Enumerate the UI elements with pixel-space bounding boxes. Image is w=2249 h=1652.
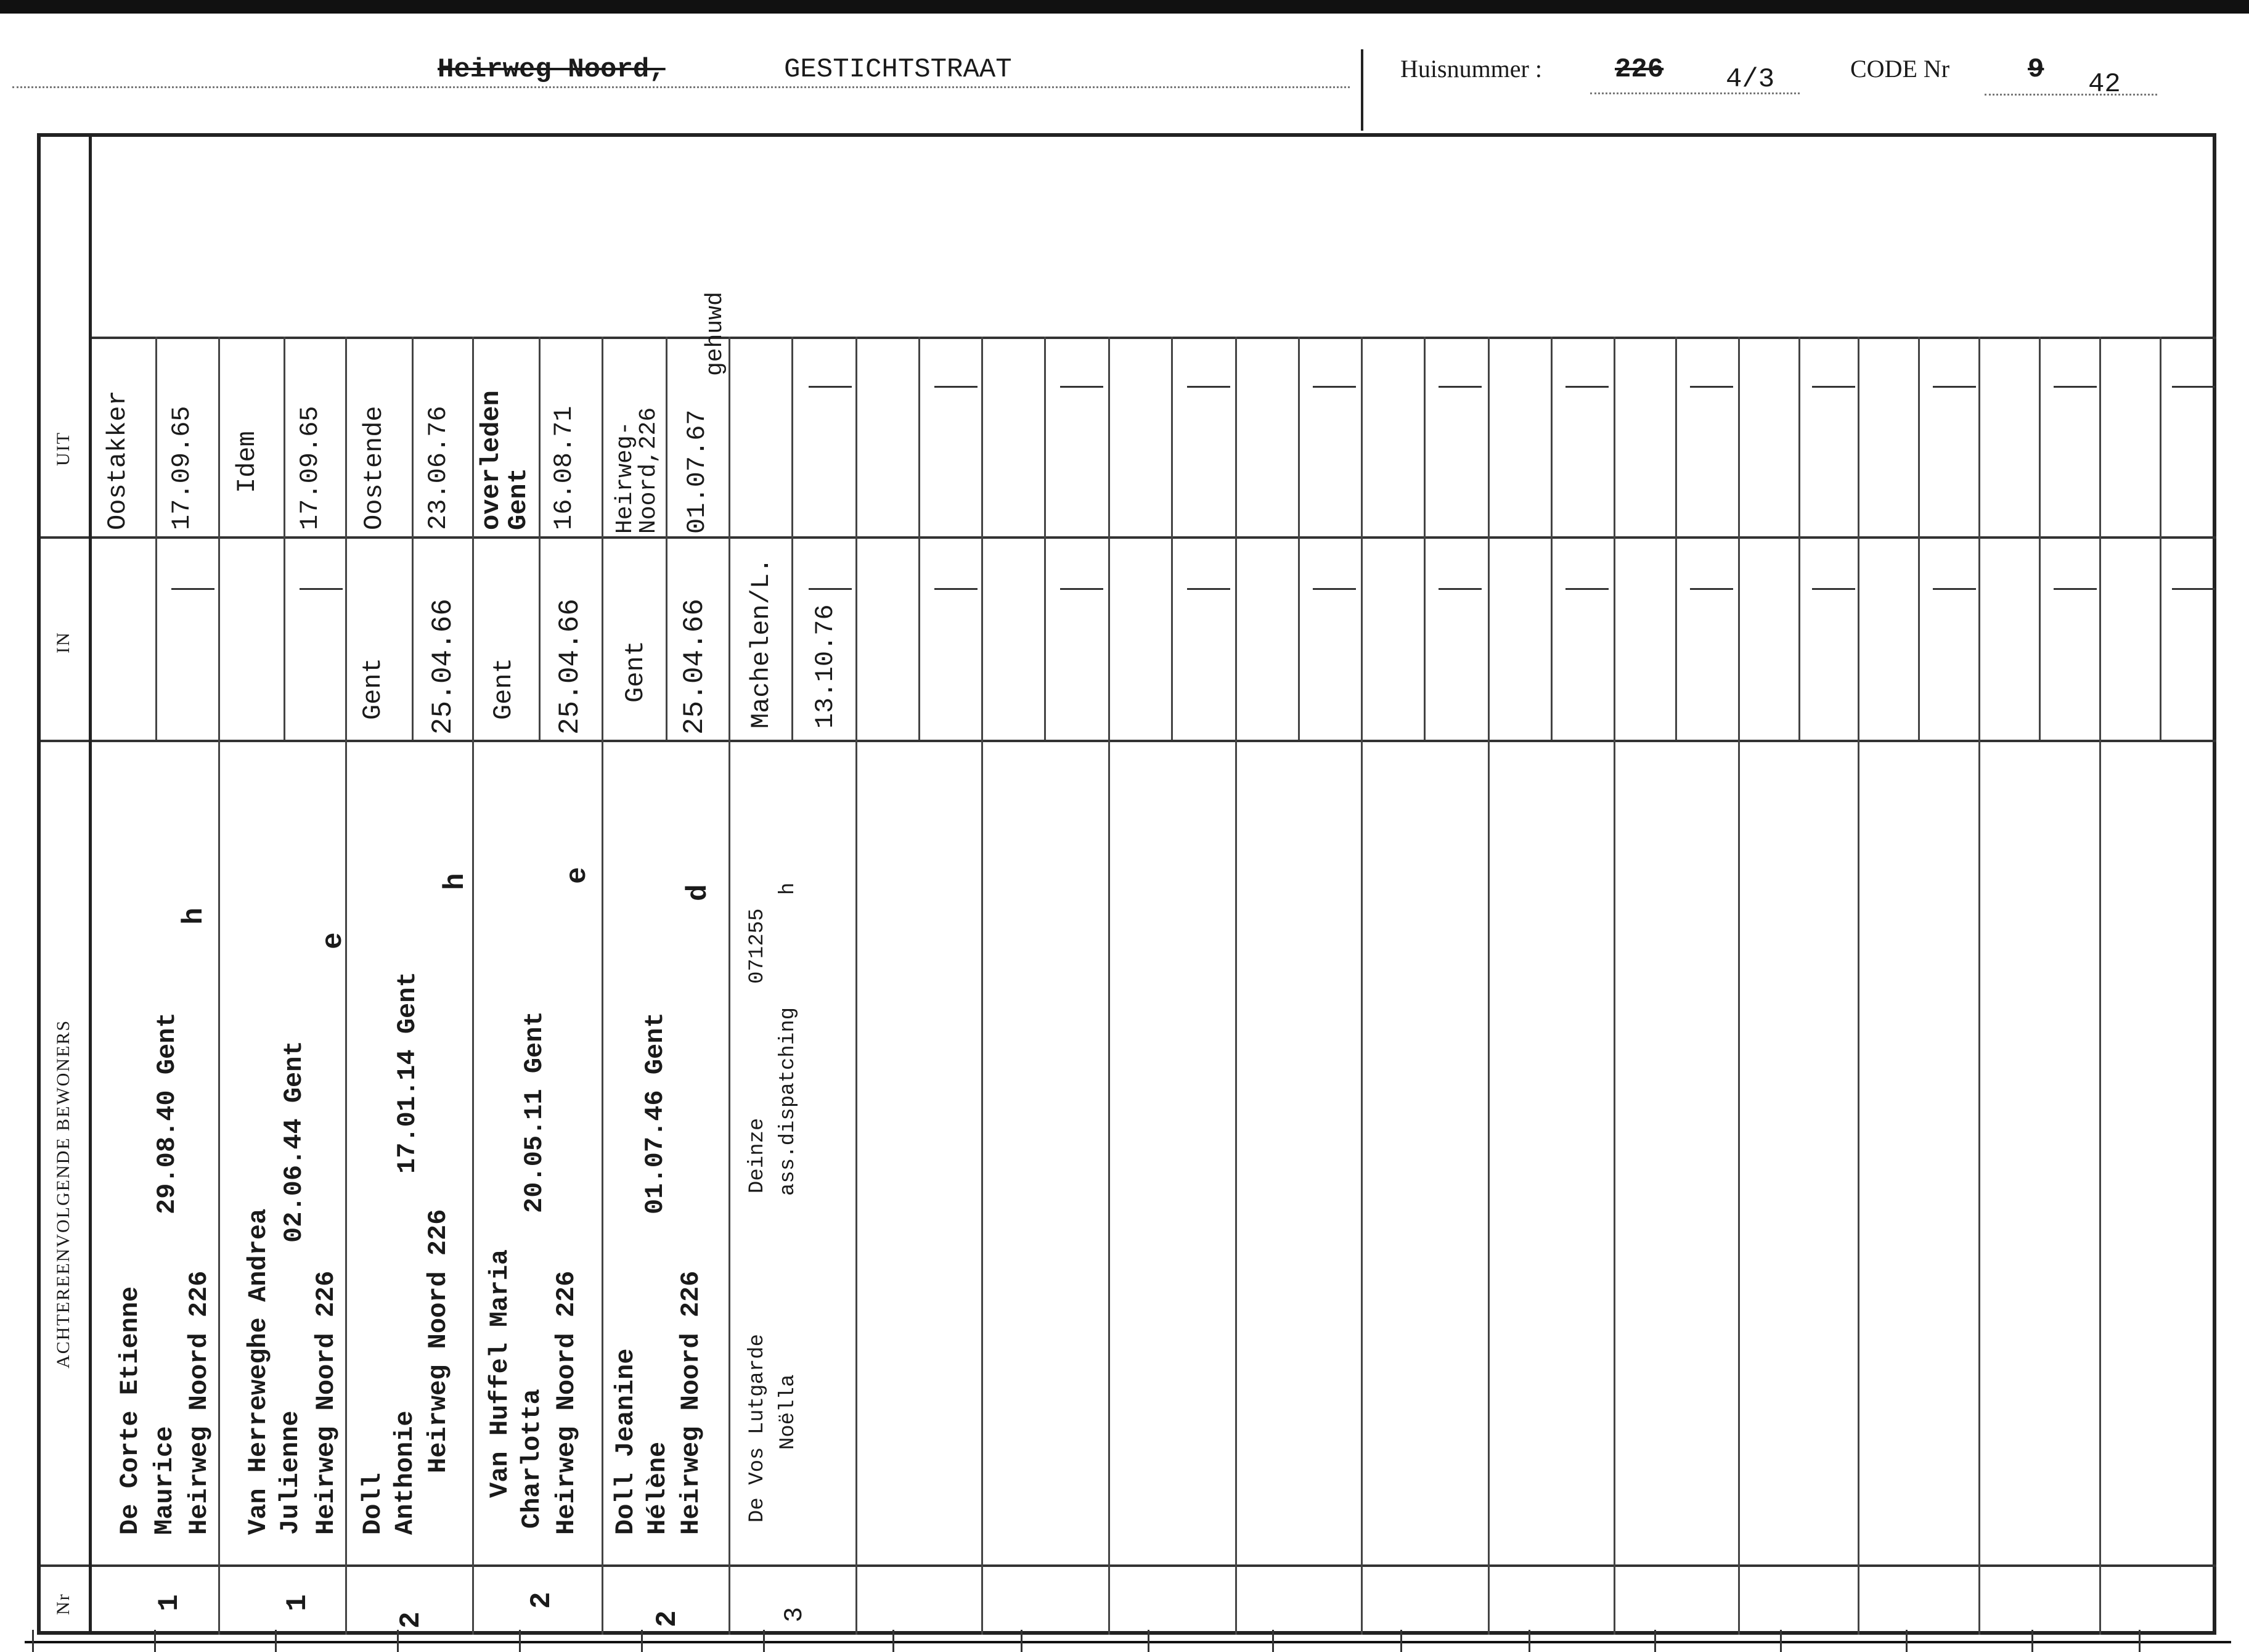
col-separator: [855, 337, 857, 1635]
entry-3-name: Doll: [358, 1473, 388, 1535]
entry-5-uit-place-1: Heirweg-: [612, 421, 639, 534]
sub-col-separator: [666, 337, 667, 740]
entry-3-address: Heirweg Noord 226: [423, 1209, 453, 1473]
entry-5-uit-place-2: Noord,226: [635, 407, 662, 534]
entry-5-uit-note: gehuwd: [702, 292, 729, 376]
entry-5-birth: 01.07.46 Gent: [640, 1012, 670, 1214]
entry-2-birth: 02.06.44 Gent: [279, 1041, 309, 1243]
sub-col-separator: [2160, 337, 2161, 740]
empty-in-dash: [1439, 588, 1482, 590]
entry-3-in-date: 25.04.66: [427, 599, 459, 735]
empty-uit-dash: [1439, 386, 1482, 388]
street-name-old: Heirweg Noord,: [438, 54, 666, 85]
edge-tick: [2031, 1630, 2033, 1652]
edge-tick: [519, 1630, 521, 1652]
entry-6-in-date: 13.10.76: [810, 604, 840, 729]
in-label: IN: [53, 631, 73, 653]
entry-5-name: Doll Jeanine: [611, 1348, 640, 1535]
empty-in-dash: [171, 588, 214, 590]
edge-tick: [1148, 1630, 1149, 1652]
sub-col-separator: [791, 337, 793, 740]
empty-in-dash: [1933, 588, 1976, 590]
sub-col-separator: [1918, 337, 1920, 740]
entry-4-name: Van Huffel Maria: [485, 1249, 515, 1498]
col-separator: [1614, 337, 1615, 1635]
bewoners-top-line: [41, 740, 2216, 742]
street-dotted-line: [12, 86, 1350, 88]
col-separator: [981, 337, 983, 1635]
entry-5-nr: 2: [651, 1610, 684, 1627]
entry-6-firstname: Noëlla: [777, 1374, 800, 1450]
empty-uit-dash: [934, 386, 978, 388]
bewoners-label: ACHTEREENVOLGENDE BEWONERS: [53, 1019, 73, 1368]
entry-5-code: d: [682, 884, 714, 901]
edge-tick: [1529, 1630, 1530, 1652]
sub-col-separator: [2039, 337, 2041, 740]
empty-in-dash: [2054, 588, 2097, 590]
empty-uit-dash: [809, 386, 852, 388]
sub-col-separator: [1044, 337, 1046, 740]
register-frame: [37, 133, 2216, 1635]
entry-3-birth: 17.01.14 Gent: [393, 971, 422, 1174]
empty-in-dash: [1187, 588, 1230, 590]
sub-col-separator: [918, 337, 920, 740]
sub-col-separator: [284, 337, 285, 740]
entry-1-firstname: Maurice: [150, 1426, 179, 1535]
sub-col-separator: [1798, 337, 1800, 740]
code-new: 42: [2088, 69, 2121, 100]
entry-3-firstname: Anthonie: [390, 1410, 420, 1535]
code-old: 9: [2028, 54, 2044, 85]
entry-4-birth: 20.05.11 Gent: [520, 1011, 549, 1213]
entry-4-address: Heirweg Noord 226: [552, 1270, 581, 1535]
bottom-edge-line: [25, 1641, 2231, 1643]
entry-4-code: e: [561, 867, 594, 884]
entry-1-nr: 1: [153, 1594, 186, 1611]
col-separator: [602, 337, 603, 1635]
empty-in-dash: [1690, 588, 1733, 590]
empty-uit-dash: [1933, 386, 1976, 388]
entry-4-uit-date: 16.08.71: [549, 406, 579, 530]
entry-5-in-date: 25.04.66: [679, 599, 711, 735]
code-dotted-line: [1985, 94, 2157, 96]
edge-tick: [641, 1630, 643, 1652]
entry-2-nr: 1: [282, 1594, 314, 1611]
entry-3-uit-date: 23.06.76: [423, 406, 453, 530]
sub-col-separator: [1675, 337, 1677, 740]
sub-col-separator: [155, 337, 157, 740]
entry-1-uit-place: Oostakker: [103, 390, 133, 530]
edge-tick: [1780, 1630, 1782, 1652]
nr-label: Nr: [53, 1593, 73, 1615]
entry-2-name: Van Herreweghe Andrea: [243, 1208, 273, 1535]
entry-6-code: h: [777, 882, 800, 895]
entry-1-uit-date: 17.09.65: [167, 406, 197, 530]
sub-col-separator: [412, 337, 414, 740]
label-column-separator: [89, 133, 92, 1635]
entry-2-uit-place: Idem: [232, 431, 262, 493]
huisnummer-old: 226: [1615, 54, 1664, 85]
empty-in-dash: [1313, 588, 1356, 590]
col-separator: [1978, 337, 1980, 1635]
nr-top-line: [41, 1564, 2216, 1567]
uit-label: UIT: [53, 431, 73, 466]
entry-4-uit-place-1: overleden: [476, 390, 506, 530]
edge-tick: [1906, 1630, 1908, 1652]
entry-3-in-place: Gent: [358, 658, 388, 720]
col-separator: [2099, 337, 2101, 1635]
col-separator: [1488, 337, 1490, 1635]
entry-4-uit-place-2: Gent: [504, 468, 533, 530]
entry-2-code: e: [317, 932, 349, 949]
entry-5-address: Heirweg Noord 226: [676, 1270, 706, 1535]
empty-in-dash: [1812, 588, 1855, 590]
entry-3-uit-place: Oostende: [359, 406, 389, 530]
entry-1-name: De Corte Etienne: [115, 1286, 145, 1535]
entry-1-code: h: [178, 907, 210, 925]
col-separator: [1361, 337, 1363, 1635]
empty-in-dash: [2172, 588, 2215, 590]
edge-tick: [2139, 1630, 2141, 1652]
edge-tick: [275, 1630, 277, 1652]
sub-col-separator: [1298, 337, 1300, 740]
entry-6-name: De Vos Lutgarde: [746, 1333, 769, 1523]
edge-tick: [1654, 1630, 1656, 1652]
edge-tick: [1272, 1630, 1274, 1652]
edge-tick: [1021, 1630, 1022, 1652]
empty-uit-dash: [1187, 386, 1230, 388]
edge-tick: [397, 1630, 399, 1652]
col-separator: [1738, 337, 1740, 1635]
entry-4-firstname: Charlotta: [517, 1389, 547, 1529]
code-label: CODE Nr: [1850, 55, 1950, 83]
empty-uit-dash: [1812, 386, 1855, 388]
huisnummer-dotted-line: [1590, 92, 1800, 94]
entry-6-occupation: ass.dispatching: [777, 1007, 800, 1196]
col-separator: [1108, 337, 1110, 1635]
scan-top-border: [0, 0, 2249, 14]
empty-uit-dash: [1690, 386, 1733, 388]
entry-3-nr: 2: [395, 1611, 427, 1629]
entry-4-nr: 2: [526, 1592, 558, 1609]
entry-2-uit-date: 17.09.65: [295, 406, 325, 530]
edge-tick: [154, 1630, 156, 1652]
empty-uit-dash: [1565, 386, 1609, 388]
entry-6-in-place: Machelen/L.: [746, 557, 776, 729]
edge-tick: [32, 1630, 34, 1652]
empty-in-dash: [934, 588, 978, 590]
header-separator: [1361, 49, 1363, 131]
entry-4-in-date: 25.04.66: [554, 599, 586, 735]
col-separator: [472, 337, 474, 1635]
entry-6-deinze: Deinze: [746, 1118, 769, 1193]
huisnummer-new: 4/3: [1726, 64, 1775, 95]
entry-6-nr: 3: [780, 1606, 809, 1622]
col-separator: [1858, 337, 1859, 1635]
uit-top-line: [89, 337, 2216, 339]
edge-tick: [892, 1630, 894, 1652]
sub-col-separator: [1171, 337, 1173, 740]
street-name-new: GESTICHTSTRAAT: [784, 54, 1012, 85]
col-separator: [1235, 337, 1237, 1635]
empty-uit-dash: [2172, 386, 2215, 388]
entry-5-firstname: Hélène: [643, 1441, 672, 1535]
entry-5-in-place: Gent: [621, 640, 650, 703]
sub-col-separator: [1551, 337, 1553, 740]
empty-in-dash: [1060, 588, 1103, 590]
empty-in-dash: [809, 588, 852, 590]
col-separator: [729, 337, 730, 1635]
empty-uit-dash: [1060, 386, 1103, 388]
entry-4-in-place: Gent: [489, 658, 518, 720]
entry-2-firstname: Julienne: [276, 1410, 305, 1535]
in-top-line: [41, 536, 2216, 539]
entry-3-code: h: [439, 873, 471, 890]
entry-6-number: 071255: [746, 908, 769, 984]
entry-1-address: Heirweg Noord 226: [184, 1270, 214, 1535]
col-separator: [218, 337, 220, 1635]
empty-uit-dash: [2054, 386, 2097, 388]
entry-1-birth: 29.08.40 Gent: [152, 1012, 182, 1214]
edge-tick: [763, 1630, 765, 1652]
sub-col-separator: [539, 337, 541, 740]
entry-5-uit-date: 01.07.67: [682, 409, 712, 534]
edge-tick: [1400, 1630, 1402, 1652]
entry-2-address: Heirweg Noord 226: [311, 1270, 341, 1535]
empty-in-dash: [1565, 588, 1609, 590]
empty-in-dash: [300, 588, 343, 590]
sub-col-separator: [1424, 337, 1426, 740]
col-separator: [345, 337, 347, 1635]
empty-uit-dash: [1313, 386, 1356, 388]
huisnummer-label: Huisnummer :: [1400, 55, 1542, 83]
